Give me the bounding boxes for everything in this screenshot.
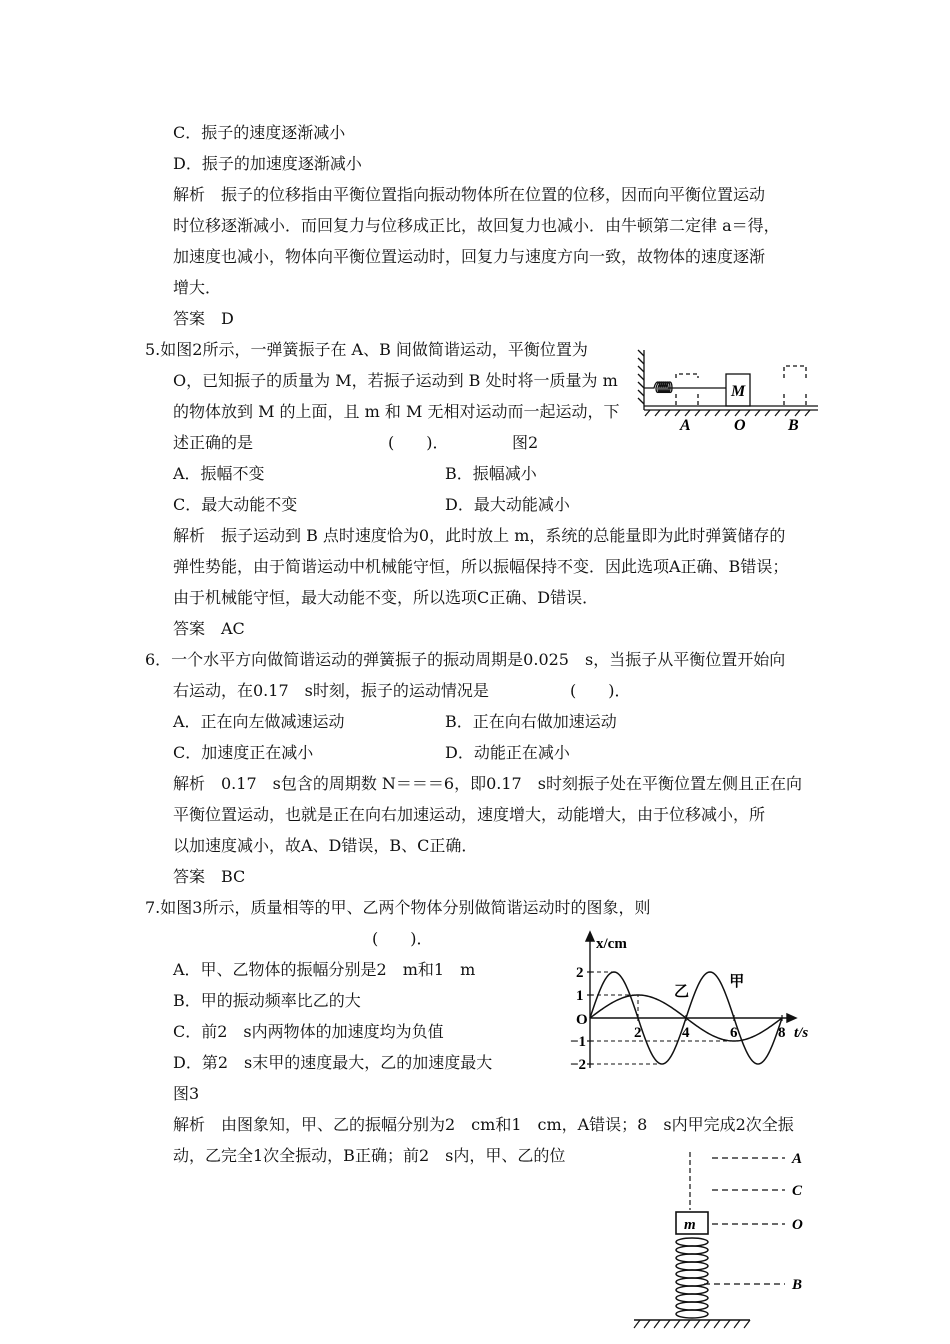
level-label: O: [792, 1217, 803, 1233]
q6-option-a: A．正在向左做减速运动: [173, 712, 345, 731]
level-label: A: [792, 1151, 803, 1167]
q7-bracket: ( )．: [372, 929, 433, 948]
q7-option-d: D．第2 s末甲的速度最大，乙的加速度最大: [173, 1053, 493, 1072]
y-tick-label: O: [576, 1012, 588, 1028]
q5-stem-line: O，已知振子的质量为 M，若振子运动到 B 处时将一质量为 m: [173, 371, 618, 390]
q6-answer: 答案 BC: [173, 867, 246, 886]
series-label-yi: 乙: [674, 984, 690, 1001]
q7-analysis-line: 解析 由图象知，甲、乙的振幅分别为2 cm和1 cm，A错误；8 s内甲完成2次全振: [173, 1115, 794, 1134]
q4-answer: 答案 D: [173, 309, 234, 328]
q6-option-c: C．加速度正在减小: [173, 743, 314, 762]
point-label: O: [734, 417, 746, 434]
q4-analysis-line: 解析 振子的位移指由平衡位置指向振动物体所在位置的位移，因而向平衡位置运动: [173, 185, 766, 204]
level-label: C: [792, 1183, 803, 1199]
q6-option-d: D．动能正在减小: [445, 743, 570, 762]
q5-analysis-line: 由于机械能守恒，最大动能不变，所以选项C正确、D错误．: [173, 588, 599, 607]
q7-figure-label: 图3: [173, 1084, 200, 1103]
x-tick-label: 6: [730, 1025, 738, 1041]
q5-option-a: A．振幅不变: [173, 464, 265, 483]
q6-stem-line: 6．一个水平方向做简谐运动的弹簧振子的振动周期是0.025 s，当振子从平衡位置开始向: [145, 650, 786, 669]
x-tick-label: 4: [682, 1025, 690, 1041]
q7-option-c: C．前2 s内两物体的加速度均为负值: [173, 1022, 444, 1041]
q5-option-d: D．最大动能减小: [445, 495, 570, 514]
q6-stem-line: 右运动，在0.17 s时刻，振子的运动情况是: [173, 681, 489, 700]
series-label-jia: 甲: [729, 973, 745, 990]
y-axis-arrow: [586, 932, 594, 941]
q7-option-a: A．甲、乙物体的振幅分别是2 m和1 m: [173, 960, 476, 979]
q6-option-b: B．正在向右做加速运动: [445, 712, 617, 731]
mass-label: M: [731, 383, 746, 400]
q6-analysis-line: 以加速度减小，故A、D错误，B、C正确．: [173, 836, 478, 855]
q5-answer: 答案 AC: [173, 619, 245, 638]
point-label: B: [788, 417, 799, 434]
q6-analysis-line: 平衡位置运动，也就是正在向右加速运动，速度增大，动能增大，由于位移减小，所: [173, 805, 766, 824]
q5-figure-label: 图2: [512, 433, 539, 452]
y-axis-label: x/cm: [596, 936, 627, 952]
q4-analysis-line: 加速度也减小，物体向平衡位置运动时，回复力与速度方向一致，故物体的速度逐渐: [173, 247, 766, 266]
q6-bracket: ( )．: [570, 681, 631, 700]
x-tick-label: 8: [778, 1025, 786, 1041]
q5-spring-oscillator-figure: [636, 344, 822, 438]
q4-option-c: C．振子的速度逐渐减小: [173, 123, 346, 142]
q4-analysis-line: 时位移逐渐减小．而回复力与位移成正比，故回复力也减小．由牛顿第二定律 a＝得，: [173, 216, 780, 235]
mass-label: m: [684, 1217, 696, 1233]
x-tick-label: 2: [634, 1025, 642, 1041]
q5-analysis-line: 解析 振子运动到 B 点时速度恰为0，此时放上 m，系统的总能量即为此时弹簧储存的: [173, 526, 786, 545]
q6-analysis-line: 解析 0.17 s包含的周期数 N＝＝＝6，即0.17 s时刻振子处在平衡位置左侧且正在向: [173, 774, 802, 793]
q5-option-c: C．最大动能不变: [173, 495, 298, 514]
q7-analysis-line: 动，乙完全1次全振动，B正确；前2 s内，甲、乙的位: [173, 1146, 566, 1165]
q5-option-b: B．振幅减小: [445, 464, 537, 483]
q5-bracket: ( )．: [388, 433, 449, 452]
q5-stem-line: 述正确的是: [173, 433, 254, 452]
q5-analysis-line: 弹性势能，由于简谐运动中机械能守恒，所以振幅保持不变．因此选项A正确、B错误；: [173, 557, 789, 576]
q4-option-d: D．振子的加速度逐渐减小: [173, 154, 362, 173]
spring-coil-icon: [676, 1238, 708, 1318]
vertical-spring-figure: [620, 1146, 820, 1336]
q7-option-b: B．甲的振动频率比乙的大: [173, 991, 361, 1010]
q7-xt-graph: [570, 926, 820, 1078]
y-tick-label: −1: [570, 1034, 587, 1050]
x-axis-label: t/s: [794, 1025, 809, 1041]
y-tick-label: −2: [570, 1057, 587, 1073]
q5-stem-line: 5.如图2所示，一弹簧振子在 A、B 间做简谐运动，平衡位置为: [145, 340, 588, 359]
y-tick-label: 1: [576, 988, 584, 1004]
point-label: A: [680, 417, 691, 434]
q7-stem: 7.如图3所示，质量相等的甲、乙两个物体分别做简谐运动时的图象，则: [145, 898, 651, 917]
q5-stem-line: 的物体放到 M 的上面，且 m 和 M 无相对运动而一起运动，下: [173, 402, 620, 421]
level-label: B: [792, 1277, 803, 1293]
y-tick-label: 2: [576, 965, 584, 981]
spring-icon: [644, 382, 726, 393]
x-axis-arrow: [787, 1014, 796, 1022]
q4-analysis-line: 增大．: [173, 278, 222, 297]
